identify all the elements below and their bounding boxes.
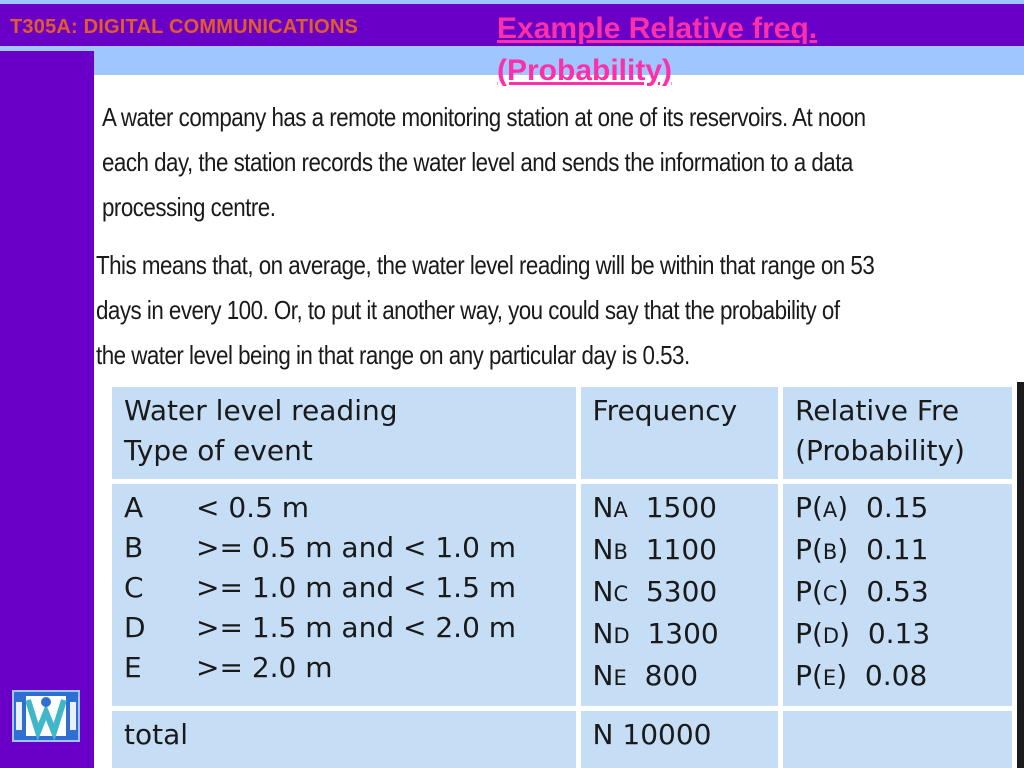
header-cell-relative-frequency xyxy=(783,387,1012,479)
total-frequency: N 10000 xyxy=(592,718,712,751)
frequency-table xyxy=(112,382,1017,768)
slide-title-line-1: Example Relative freq. xyxy=(497,12,818,45)
frequency-line: NE 800 xyxy=(592,659,699,692)
frequency-subscript: D xyxy=(613,624,630,648)
frequency-subscript: A xyxy=(613,498,628,522)
events-cell xyxy=(112,484,576,706)
frequency-line: NA 1500 xyxy=(592,491,717,524)
probability-event: D xyxy=(822,624,840,648)
text-line: each day, the station records the water level and sends the information to a data xyxy=(102,147,853,177)
event-range: >= 1.5 m and < 2.0 m xyxy=(196,611,517,644)
text-line: A water company has a remote monitoring station at one of its reservoirs. At noon xyxy=(102,102,866,132)
frequency-line: ND 1300 xyxy=(592,617,719,650)
event-range: < 0.5 m xyxy=(196,491,310,524)
event-letter: C xyxy=(124,571,144,604)
frequency-subscript: E xyxy=(613,666,627,690)
probability-value: 0.11 xyxy=(866,533,929,566)
event-line xyxy=(124,528,564,568)
text-line: This means that, on average, the water level reading will be within that range on 53 xyxy=(96,250,875,280)
header-text: (Probability) xyxy=(795,434,965,467)
table-header-row xyxy=(112,387,1012,479)
frequency-subscript: B xyxy=(613,540,628,564)
header-text: Relative Fre xyxy=(795,394,960,427)
probability-value: 0.08 xyxy=(864,659,928,692)
total-label: total xyxy=(124,718,189,751)
probability-line: P(E) 0.08 xyxy=(795,659,928,692)
frequency-subscript: C xyxy=(613,582,629,606)
event-line xyxy=(124,608,564,648)
event-line xyxy=(124,488,564,528)
total-label-cell xyxy=(112,711,576,768)
frequency-line: NB 1100 xyxy=(592,533,717,566)
total-probability-cell xyxy=(783,711,1012,768)
frequency-value: 1100 xyxy=(645,533,717,566)
header-cell-reading xyxy=(112,387,576,479)
slide-title xyxy=(497,8,1017,92)
event-letter: A xyxy=(124,491,144,524)
university-logo-icon xyxy=(12,690,80,742)
event-line xyxy=(124,568,564,608)
total-frequency-cell xyxy=(581,711,779,768)
table-row xyxy=(112,484,1012,706)
course-title: T305A: DIGITAL COMMUNICATIONS xyxy=(10,16,359,38)
header-text: Frequency xyxy=(592,394,738,427)
frequency-value: 800 xyxy=(644,659,699,692)
slide-title-line-2: (Probability) xyxy=(497,54,673,87)
probability-line: P(A) 0.15 xyxy=(795,491,929,524)
header-cell-frequency xyxy=(581,387,779,479)
probability-event: C xyxy=(822,582,838,606)
event-line xyxy=(124,648,564,688)
left-sidebar-band xyxy=(0,46,94,768)
frequency-line: NC 5300 xyxy=(592,575,718,608)
frequency-cell xyxy=(581,484,779,706)
probability-line: P(C) 0.53 xyxy=(795,575,929,608)
text-line: days in every 100. Or, to put it another way, you could say that the probability of xyxy=(96,295,840,325)
probability-cell xyxy=(783,484,1012,706)
probability-value: 0.53 xyxy=(866,575,929,608)
probability-value: 0.15 xyxy=(866,491,929,524)
header-text: Water level reading xyxy=(124,394,398,427)
table-total-row xyxy=(112,711,1012,768)
frequency-value: 1300 xyxy=(647,617,719,650)
probability-value: 0.13 xyxy=(867,617,931,650)
event-letter: E xyxy=(124,651,142,684)
text-line: processing centre. xyxy=(102,192,276,222)
probability-event: A xyxy=(822,498,838,522)
event-range: >= 1.0 m and < 1.5 m xyxy=(196,571,517,604)
event-range: >= 0.5 m and < 1.0 m xyxy=(196,531,517,564)
probability-event: E xyxy=(822,666,837,690)
frequency-value: 1500 xyxy=(645,491,717,524)
probability-event: B xyxy=(822,540,838,564)
event-letter: D xyxy=(124,611,146,644)
text-line: the water level being in that range on any particular day is 0.53. xyxy=(96,340,690,370)
event-letter: B xyxy=(124,531,144,564)
header-text: Type of event xyxy=(124,434,313,467)
event-range: >= 2.0 m xyxy=(196,651,333,684)
logo-graphic xyxy=(14,692,78,740)
probability-line: P(B) 0.11 xyxy=(795,533,929,566)
frequency-value: 5300 xyxy=(645,575,718,608)
table-edge-shadow xyxy=(1017,382,1024,768)
intro-paragraph xyxy=(102,95,1014,230)
explanation-paragraph xyxy=(96,243,1024,378)
probability-line: P(D) 0.13 xyxy=(795,617,931,650)
